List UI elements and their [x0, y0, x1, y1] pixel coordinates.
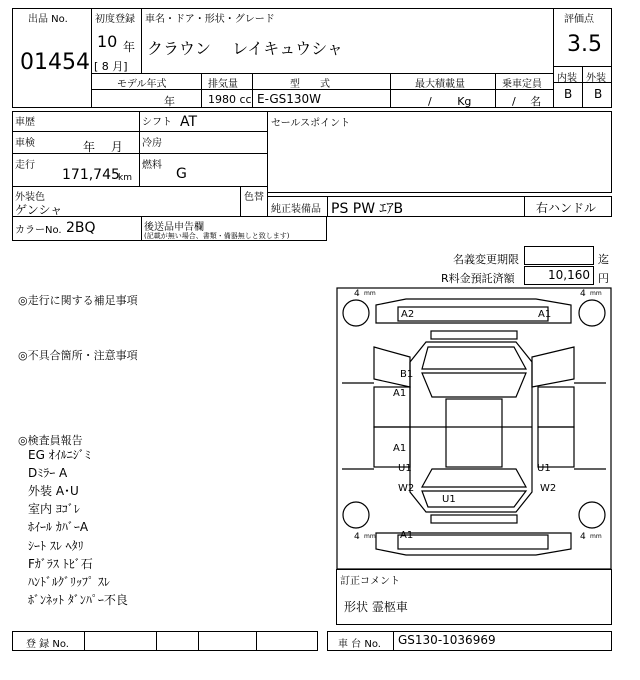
- color-no-label: カラーNo.: [15, 225, 62, 236]
- model-year-label: モデル年式: [117, 79, 167, 90]
- reg-divider-4: [256, 631, 257, 651]
- tire-front-right: 4: [580, 289, 586, 299]
- inspector-line: Dﾐﾗｰ A: [28, 466, 68, 480]
- equipment-value: PS PW ｴｱB: [331, 201, 404, 217]
- exterior-grade: B: [594, 87, 603, 101]
- tire-rear-right-unit: mm: [590, 533, 602, 540]
- shift-label: シフト: [142, 117, 172, 128]
- capacity-label: 乗車定員: [502, 79, 542, 90]
- spec-divider-2: [252, 73, 253, 108]
- note-inspector: ◎検査員報告: [18, 434, 83, 447]
- spec-divider-1: [201, 73, 202, 108]
- ext-color-label: 外装色: [15, 192, 45, 203]
- inspector-line: 外装 A･U: [28, 484, 79, 498]
- inspector-line: 室内 ﾖｺﾞﾚ: [28, 502, 80, 516]
- first-reg-year-unit: 年: [123, 40, 136, 54]
- shift-value: AT: [180, 114, 198, 130]
- type-label: 型 式: [290, 79, 330, 90]
- grade-divider: [582, 66, 583, 108]
- inspection-value: 年 月: [83, 140, 123, 154]
- inspector-line: Fｶﾞﾗｽ ﾄﾋﾞ石: [28, 557, 93, 571]
- fuel-value: G: [176, 166, 187, 182]
- lot-label: 出品 No.: [28, 14, 68, 25]
- note-driving: ◎走行に関する補足事項: [18, 294, 138, 307]
- displacement-label: 排気量: [208, 79, 238, 90]
- detail-hline-2: [12, 153, 268, 154]
- reg-no-label: 登 録 No.: [26, 639, 69, 650]
- mileage-unit: km: [118, 173, 132, 183]
- model-label: 車名・ドア・形状・グレード: [145, 14, 275, 25]
- damage-mark-u1-right: U1: [537, 463, 551, 474]
- damage-mark-a1-lower: A1: [393, 443, 407, 454]
- damage-mark-a2-top: A2: [401, 309, 415, 320]
- spec-divider-4: [495, 73, 496, 108]
- model-year-value: 年: [164, 95, 175, 108]
- aftermarket-label: 後送品申告欄: [144, 222, 204, 233]
- reg-divider-1: [84, 631, 85, 651]
- inspector-line: ｼｰﾄ ｽﾚ ﾍﾀﾘ: [28, 539, 84, 553]
- damage-mark-a1-upper: A1: [393, 388, 407, 399]
- recolor-label: 色替: [244, 192, 264, 203]
- score-label: 評価点: [564, 14, 594, 25]
- name-change-field: [524, 246, 594, 265]
- type-value: E-GS130W: [257, 92, 322, 106]
- detail-hline-1: [12, 131, 268, 132]
- reg-divider-2: [156, 631, 157, 651]
- mileage-label: 走行: [15, 160, 35, 171]
- score-value: 3.5: [567, 32, 602, 57]
- damage-mark-u1-center: U1: [442, 494, 456, 505]
- capacity-value: / 名: [512, 95, 542, 108]
- lot-number: 01454: [20, 50, 90, 75]
- name-change-unit: 迄: [598, 253, 609, 266]
- damage-mark-a1-bottom: A1: [400, 530, 414, 541]
- recycle-label: R料金預託済額: [441, 272, 515, 285]
- reg-divider-3: [198, 631, 199, 651]
- tire-front-left: 4: [354, 289, 360, 299]
- displacement-value: 1980 cc: [208, 93, 252, 106]
- mileage-value: 171,745: [62, 167, 120, 183]
- car-name: クラウン レイキュウシャ: [147, 39, 343, 58]
- tire-front-left-unit: mm: [364, 290, 376, 297]
- ext-color-value: ゲンシャ: [15, 203, 63, 217]
- damage-mark-w2-left: W2: [398, 483, 415, 494]
- tire-rear-left-unit: mm: [364, 533, 376, 540]
- correction-label: 訂正コメント: [340, 576, 400, 587]
- chassis-value: GS130-1036969: [398, 633, 496, 647]
- car-damage-diagram: [336, 287, 612, 570]
- spec-divider-3: [390, 73, 391, 108]
- inspector-line: ﾊﾝﾄﾞﾙｸﾞﾘｯﾌﾟ ｽﾚ: [28, 575, 110, 589]
- equipment-label: 純正装備品: [271, 204, 321, 215]
- note-defects: ◎不具合箇所・注意事項: [18, 349, 138, 362]
- max-load-value: / Kg: [428, 95, 472, 108]
- correction-value: 形状 霊柩車: [344, 600, 408, 614]
- history-label: 車歴: [15, 117, 35, 128]
- name-change-label: 名義変更期限: [453, 253, 519, 266]
- recycle-unit: 円: [598, 272, 609, 285]
- first-reg-label: 初度登録: [95, 14, 135, 25]
- fuel-label: 燃料: [142, 160, 162, 171]
- equipment-divider: [327, 196, 328, 217]
- detail-hline-3: [12, 186, 268, 187]
- inspector-line: ﾎｲｰﾙ ｶﾊﾞｰA: [28, 520, 89, 534]
- inspector-line: ﾎﾞﾝﾈｯﾄ ﾀﾞﾝﾊﾟｰ不良: [28, 593, 128, 607]
- damage-mark-a1-top: A1: [538, 309, 552, 320]
- interior-grade: B: [564, 87, 573, 101]
- detail-vline: [139, 111, 140, 186]
- recycle-value: 10,160: [548, 268, 590, 282]
- damage-mark-u1-left: U1: [398, 463, 412, 474]
- first-reg-month: [ 8 月]: [94, 60, 128, 73]
- steering-value: 右ハンドル: [536, 201, 597, 215]
- exterior-label: 外装: [586, 73, 606, 84]
- sales-point-label: セールスポイント: [271, 118, 351, 129]
- detail-vline-2: [240, 186, 241, 217]
- tire-rear-left: 4: [354, 532, 360, 542]
- ac-label: 冷房: [142, 138, 162, 149]
- inspection-label: 車検: [15, 138, 35, 149]
- aftermarket-note: (記載が無い場合、書類・備器無しと致します): [144, 232, 290, 240]
- spec-value-row: [91, 89, 554, 108]
- chassis-label: 車 台 No.: [338, 639, 381, 650]
- interior-label: 内装: [557, 73, 577, 84]
- damage-mark-b1: B1: [400, 369, 414, 380]
- first-reg-year: 10: [97, 32, 118, 51]
- tire-rear-right: 4: [580, 532, 586, 542]
- damage-mark-w2-right: W2: [540, 483, 557, 494]
- chassis-divider: [393, 631, 394, 651]
- tire-front-right-unit: mm: [590, 290, 602, 297]
- inspector-line: EG ｵｲﾙﾆｼﾞﾐ: [28, 448, 91, 462]
- color-no-value: 2BQ: [66, 220, 96, 236]
- max-load-label: 最大積載量: [415, 79, 465, 90]
